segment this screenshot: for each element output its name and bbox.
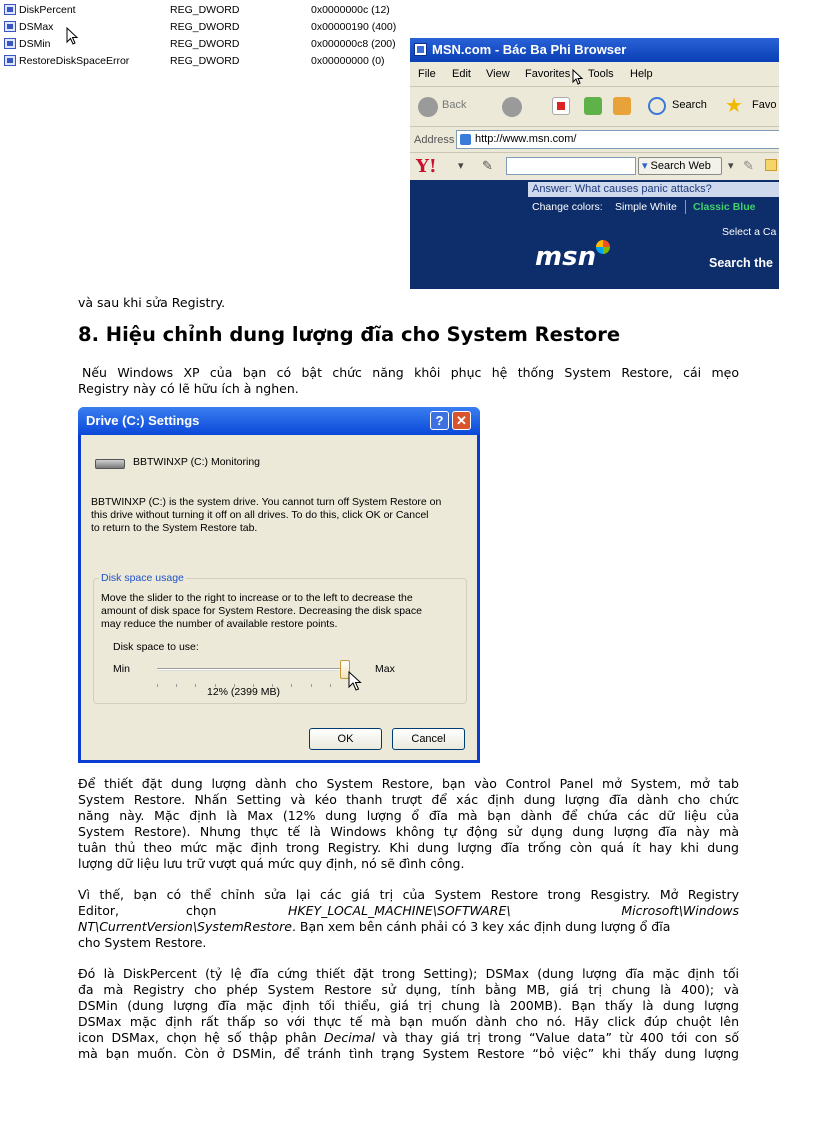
back-arrow-icon — [418, 97, 438, 117]
info-line: this drive without turning it off on all drives. To do this, click OK or Cancel — [91, 509, 429, 521]
star-icon: ★ — [725, 95, 743, 117]
paragraph-line: Đó là DiskPercent (tỷ lệ đĩa cứng thiết đặt trong Setting); DSMax (dung lượng đĩa mặc định tối — [78, 966, 739, 981]
registry-value-icon — [4, 55, 16, 66]
favorites-label: Favo — [752, 99, 777, 111]
registry-value-type: REG_DWORD — [170, 55, 240, 67]
registry-value-data: 0x000000c8 (200) — [311, 38, 396, 50]
dialog-title: Drive (C:) Settings — [86, 413, 200, 428]
group-title: Disk space usage — [101, 572, 184, 584]
search-web-button[interactable]: ▾ Search Web — [638, 157, 722, 175]
msn-logo[interactable]: msn — [535, 242, 597, 272]
paragraph-line: đa mà Registry cho phép System Restore sử dụng, tính bằng MB, giá trị chung là 400); và — [78, 982, 739, 997]
stop-icon[interactable] — [552, 97, 570, 115]
ok-button[interactable]: OK — [309, 728, 382, 750]
drive-label: BBTWINXP (C:) Monitoring — [133, 456, 260, 468]
yahoo-dropdown-icon[interactable]: ▾ — [458, 160, 464, 172]
highlight-icon[interactable]: ✎ — [743, 158, 754, 173]
yahoo-search-input[interactable] — [506, 157, 636, 175]
info-line: to return to the System Restore tab. — [91, 522, 258, 534]
yahoo-toolbar — [410, 152, 779, 181]
address-url: http://www.msn.com/ — [475, 133, 577, 145]
browser-toolbar — [410, 86, 779, 127]
dialog-title-bar — [78, 407, 480, 435]
browser-title-bar — [410, 38, 779, 62]
paragraph-line: mà bạn muốn. Còn ở DSMin, để tránh tình trạng System Restore “bỏ việc” khi thấy dung lượng — [78, 1046, 739, 1061]
ie-page-icon — [460, 134, 471, 145]
search-label: Search — [672, 99, 707, 111]
mouse-cursor-icon — [66, 27, 80, 47]
slider-tick — [291, 684, 292, 687]
registry-path: HKEY_LOCAL_MACHINE\SOFTWARE\ — [288, 903, 511, 918]
browser-app-icon — [414, 43, 427, 56]
paragraph-line — [78, 919, 739, 935]
registry-value-data: 0x00000190 (400) — [311, 21, 397, 33]
address-bar — [410, 126, 779, 153]
group-description — [101, 592, 422, 631]
registry-value-data: 0x0000000c (12) — [311, 4, 390, 16]
registry-value-data: 0x00000000 (0) — [311, 55, 385, 67]
menu-edit[interactable]: Edit — [452, 68, 471, 80]
paragraph-line: DSMax mặc định rất thấp so với thực tế mà bạn muốn dành cho nó. Hãy click đúp chuột lên — [78, 1014, 739, 1029]
slider-tick — [195, 684, 196, 687]
classic-blue-link[interactable]: Classic Blue — [693, 201, 756, 213]
after-registry-caption: và sau khi sửa Registry. — [78, 295, 226, 310]
msn-butterfly-icon — [596, 240, 610, 254]
registry-value-icon — [4, 4, 16, 15]
paragraph-line: System Restore). Nhưng thực tế là Windows không tự động sử dụng dung lượng đĩa này mà — [78, 824, 739, 839]
slider-tick — [330, 684, 331, 687]
yahoo-logo[interactable]: Y! — [416, 156, 437, 177]
group-line: amount of disk space for System Restore. Decreasing the disk space — [101, 605, 422, 617]
text-span: . Bạn xem bên cánh phải có 3 key xác định dung lượng ổ đĩa — [291, 919, 671, 934]
search-the-text: Search the — [709, 256, 773, 270]
paragraph-line: năng này. Mặc định là Max (12% dung lượng ổ đĩa mà bạn dành để chứa các dữ liệu của — [78, 808, 739, 823]
back-label: Back — [442, 99, 467, 111]
slider-value: 12% (2399 MB) — [207, 686, 280, 698]
paragraph-line: DSMin (dung lượng đĩa mặc định tối thiểu, giá trị chung là 200MB). Bạn thấy là dung lượng — [78, 998, 739, 1013]
paragraph-line: lượng dữ liệu lưu trữ vượt quá mức quy định, nó sẽ đình công. — [78, 856, 465, 871]
search-web-label: Search Web — [650, 160, 711, 172]
refresh-icon[interactable] — [584, 97, 602, 115]
text-span: Editor, — [78, 903, 119, 918]
slider-track — [157, 668, 350, 671]
paragraph-line — [78, 1030, 739, 1046]
intro-paragraph-line: Registry này có lẽ hữu ích à nghen. — [78, 381, 299, 396]
registry-value-name: DSMin — [19, 38, 51, 50]
menu-favorites[interactable]: Favorites — [525, 68, 571, 80]
registry-value-name: DiskPercent — [19, 4, 76, 16]
pencil-icon[interactable]: ✎ — [482, 158, 493, 173]
slider-tick — [311, 684, 312, 687]
slider-tick — [176, 684, 177, 687]
registry-value-icon — [4, 21, 16, 32]
browser-window — [410, 38, 779, 289]
registry-path: Microsoft\Windows — [621, 903, 739, 918]
forward-arrow-icon[interactable] — [502, 97, 522, 117]
drive-settings-dialog — [78, 407, 480, 763]
paragraph-line: Vì thế, bạn có thể chỉnh sửa lại các giá trị của System Restore trong Resgistry. Mở Registry — [78, 887, 739, 902]
browser-menu-bar — [410, 62, 779, 86]
disk-space-slider[interactable] — [157, 668, 350, 672]
info-line: BBTWINXP (C:) is the system drive. You cannot turn off System Restore on — [91, 496, 442, 508]
answer-link[interactable]: Answer: What causes panic attacks? — [528, 182, 779, 197]
simple-white-link[interactable]: Simple White — [615, 201, 677, 213]
drive-icon — [95, 459, 125, 469]
slider-max-label: Max — [375, 663, 395, 675]
close-button[interactable]: ✕ — [452, 411, 471, 430]
address-label: Address — [414, 134, 455, 146]
registry-value-type: REG_DWORD — [170, 21, 240, 33]
cancel-button[interactable]: Cancel — [392, 728, 465, 750]
text-span: và thay giá trị trong “Value data” từ 400 tới con số — [375, 1030, 739, 1045]
menu-view[interactable]: View — [486, 68, 510, 80]
disk-space-group — [93, 572, 467, 704]
intro-paragraph-line: Nếu Windows XP của bạn có bật chức năng khôi phục hệ thống System Restore, cái mẹo — [82, 365, 739, 380]
browser-title: MSN.com - Bác Ba Phi Browser — [432, 42, 627, 57]
mouse-cursor-icon — [348, 671, 364, 693]
paragraph-line: cho System Restore. — [78, 935, 207, 950]
slider-tick — [157, 684, 158, 687]
paragraph-line: Để thiết đặt dung lượng dành cho System Restore, bạn vào Control Panel mở System, mở tab — [78, 776, 739, 791]
select-category-text: Select a Ca — [722, 226, 777, 238]
slider-caption: Disk space to use: — [113, 641, 199, 653]
section-heading: 8. Hiệu chỉnh dung lượng đĩa cho System Restore — [78, 323, 621, 346]
text-span: icon DSMax, chọn hệ số thập phân — [78, 1030, 325, 1045]
system-drive-info — [91, 496, 441, 535]
decimal-term: Decimal — [324, 1030, 376, 1045]
registry-value-name: DSMax — [19, 21, 54, 33]
registry-value-type: REG_DWORD — [170, 4, 240, 16]
bookmark-icon[interactable] — [765, 159, 777, 171]
menu-file[interactable]: File — [418, 68, 436, 80]
msn-page — [410, 180, 779, 289]
address-input[interactable] — [456, 130, 779, 149]
group-line: may reduce the number of available restore points. — [101, 618, 338, 630]
search-icon — [648, 97, 666, 115]
home-icon[interactable] — [613, 97, 631, 115]
registry-value-name: RestoreDiskSpaceError — [19, 55, 130, 67]
group-line: Move the slider to the right to increase or to the left to decrease the — [101, 592, 413, 604]
registry-value-type: REG_DWORD — [170, 38, 240, 50]
change-colors-label: Change colors: — [532, 201, 603, 213]
paragraph-line: tuân thủ theo mức mặc định trong Registry. Khi dung lượng đĩa trống còn quá ít hay khi dung — [78, 840, 739, 855]
registry-value-icon — [4, 38, 16, 49]
search-web-dropdown-icon[interactable]: ▾ — [728, 160, 734, 172]
mouse-cursor-icon — [572, 69, 584, 86]
slider-min-label: Min — [113, 663, 130, 675]
link-divider — [685, 200, 686, 214]
registry-path: NT\CurrentVersion\SystemRestore — [78, 919, 292, 934]
menu-tools[interactable]: Tools — [588, 68, 614, 80]
help-button[interactable]: ? — [430, 411, 449, 430]
paragraph-line: System Restore. Nhấn Setting và kéo thanh trượt để xác định dung lượng đĩa dành cho chức — [78, 792, 739, 807]
menu-help[interactable]: Help — [630, 68, 653, 80]
text-span: chọn — [186, 903, 217, 918]
